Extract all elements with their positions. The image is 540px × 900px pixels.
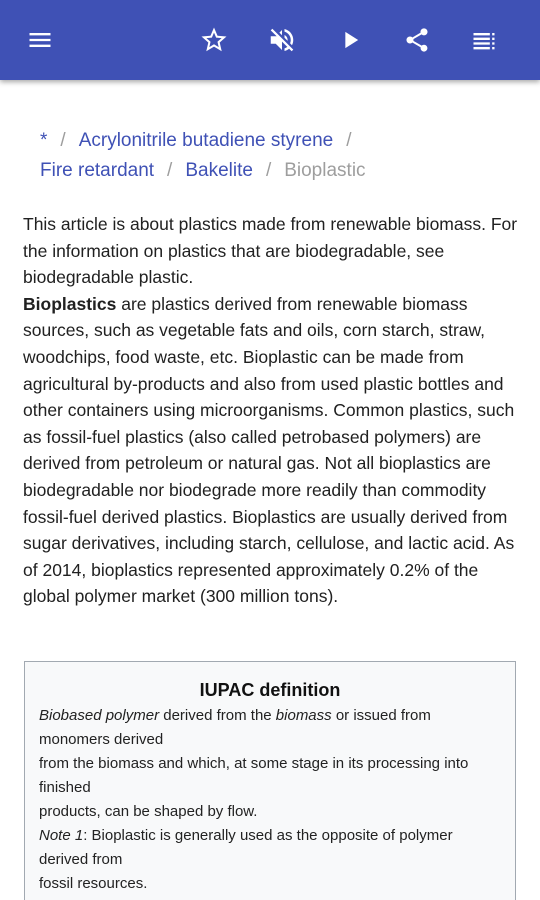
play-icon xyxy=(336,26,364,54)
iupac-text: or issued from monomers derived xyxy=(39,707,431,748)
lead-term: Bioplastics xyxy=(23,293,117,314)
mute-button[interactable] xyxy=(262,20,302,60)
lead-paragraph xyxy=(23,291,523,610)
breadcrumb-separator: / xyxy=(265,160,272,181)
iupac-title: IUPAC definition xyxy=(199,680,341,700)
app-bar xyxy=(0,0,540,80)
iupac-line-2: from the biomass and which, at some stage in its processing into finished xyxy=(39,755,469,796)
iupac-text: derived from the xyxy=(159,707,276,724)
iupac-note xyxy=(39,824,501,872)
breadcrumb-item-home[interactable]: * xyxy=(40,130,48,151)
lead-text: are plastics derived from renewable biomass sources, such as vegetable fats and oils, corn starch, straw, woodchips, food waste, etc. Bioplastic can be made from agricultural by-products and also from used plastic bottles and other containers using microorganisms. Common plastics, such as fossil-fuel plastics (also called petrobased polymers) are derived from petroleum or natural gas. Not all bioplastics are biodegradable nor biodegrade more readily than commodity fossil-fuel derived plastics. Bioplastics are usually derived from sugar derivatives, including starch, cellulose, and lactic acid. As of 2014, bioplastics represented approximately 0.2% of the global polymer market (300 million tons). xyxy=(23,293,515,607)
iupac-line-3: products, can be shaped by flow. xyxy=(39,803,258,820)
iupac-line-5: fossil resources. xyxy=(39,875,148,892)
iupac-term-biomass: biomass xyxy=(275,707,332,724)
favorite-button[interactable] xyxy=(194,20,234,60)
contents-icon xyxy=(470,26,498,54)
volume-off-icon xyxy=(267,25,297,55)
breadcrumb-separator: / xyxy=(167,160,173,181)
hatnote: This article is about plastics made from renewable biomass. For the information on plastics that are biodegradable, see biodegradable plastic. xyxy=(23,214,518,288)
article-view[interactable] xyxy=(0,80,540,900)
iupac-term-biobased-polymer: Biobased polymer xyxy=(39,707,160,724)
breadcrumb-current: Bioplastic xyxy=(284,160,366,181)
breadcrumb-separator: / xyxy=(60,130,66,151)
star-icon xyxy=(199,25,229,55)
share-button[interactable] xyxy=(397,20,437,60)
play-button[interactable] xyxy=(330,20,370,60)
article-body xyxy=(23,211,523,610)
breadcrumb xyxy=(40,126,510,186)
breadcrumb-item-abs[interactable]: Acrylonitrile butadiene styrene xyxy=(78,130,334,151)
iupac-line-1 xyxy=(39,704,501,752)
iupac-note-label: Note 1 xyxy=(39,827,84,844)
iupac-definition-box xyxy=(24,661,516,900)
contents-button[interactable] xyxy=(464,20,504,60)
share-icon xyxy=(403,26,431,54)
breadcrumb-item-fire-retardant[interactable]: Fire retardant xyxy=(40,160,155,181)
breadcrumb-separator: / xyxy=(346,130,352,151)
iupac-note-text: : Bioplastic is generally used as the opposite of polymer derived from xyxy=(39,827,453,868)
menu-button[interactable] xyxy=(20,20,60,60)
breadcrumb-item-bakelite[interactable]: Bakelite xyxy=(185,160,253,181)
menu-icon xyxy=(26,26,54,54)
